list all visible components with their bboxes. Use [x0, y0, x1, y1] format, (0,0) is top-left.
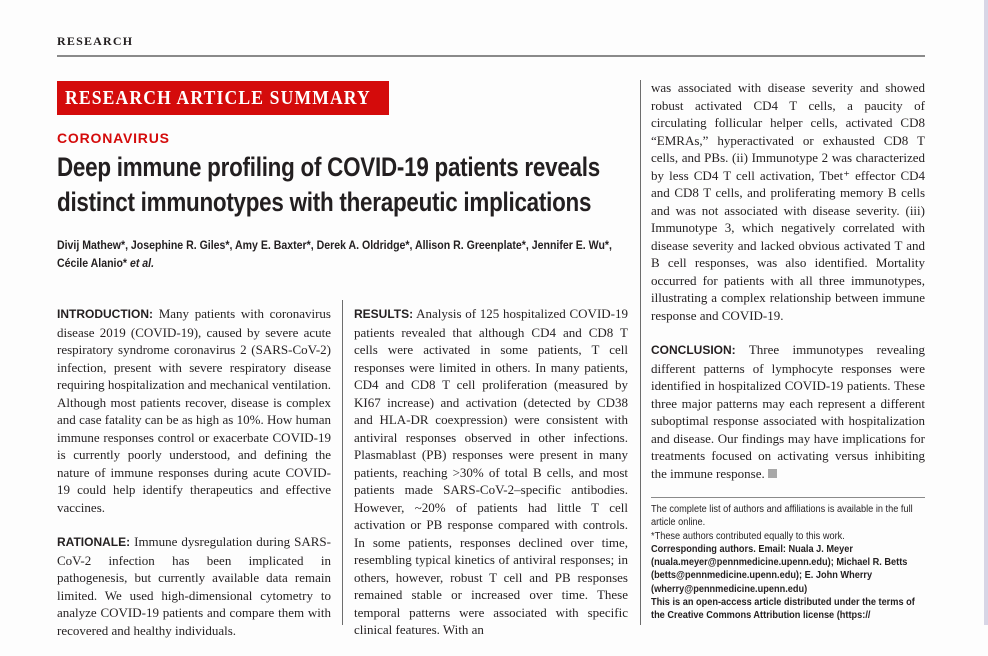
column-1	[57, 305, 331, 656]
introduction-text: Many patients with coronavirus disease 2019 (COVID-19), caused by severe acute respiratory syndrome coronavirus 2 (SARS-CoV-2) infection, present with severe respiratory disease requiring hospitalization and mechanical ventilation. Although most patients recover, disease is complex and case fatality can be as high as 10%. How human immune responses control or exacerbate COVID-19 is currently poorly understood, and defining the nature of immune responses during acute COVID-19 could help identify therapeutics and effective vaccines.	[57, 306, 331, 515]
results-paragraph	[354, 305, 628, 639]
conclusion-text: Three immunotypes revealing different patterns of lymphocyte responses were identified in hospitalized COVID-19 patients. These three major patterns may each represent a different suboptimal response associated with hospitalization and disease. Our findings may have implications for treatments focused on activating versus inhibiting the immune response.	[651, 342, 926, 481]
end-mark-icon	[768, 469, 777, 478]
license-note: This is an open-access article distributed under the terms of the Creative Commons Attribution license (https://	[651, 597, 915, 622]
column-divider	[640, 80, 641, 625]
column-2	[354, 305, 628, 656]
et-al: et al.	[129, 256, 155, 270]
top-rule	[57, 55, 925, 57]
results-continued-paragraph: was associated with disease severity and showed robust activated CD4 T cells, a paucity of circulating follicular helper cells, activated CD8 “EMRAs,” hyperactivated or exhausted CD8 T cells, and PBs. (ii) Immunotype 2 was characterized by less CD4 T cell activation, Tbet⁺ effector CD4 and CD8 T cells, and proliferating memory B cells and was not associated with disease severity. (iii) Immunotype 3, which negatively correlated with disease severity and lacked obvious activated T and B cell responses, was also identified. Mortality occurred for patients with all three immunotypes, illustrating a complex relationship between immune response and COVID-19.	[651, 80, 925, 323]
equal-contribution-note: *These authors contributed equally to this work.	[651, 530, 845, 542]
results-heading: RESULTS:	[354, 307, 414, 321]
article-type-banner	[57, 81, 389, 115]
introduction-heading: INTRODUCTION:	[57, 307, 153, 321]
author-list	[57, 236, 620, 272]
rationale-heading: RATIONALE:	[57, 535, 131, 549]
affiliations-note: The complete list of authors and affiliations is available in the full article online.	[651, 504, 913, 529]
conclusion-paragraph	[651, 341, 925, 482]
column-3	[651, 79, 925, 499]
introduction-paragraph	[57, 305, 331, 516]
rationale-text: Immune dysregulation during SARS-CoV-2 infection has been implicated in pathogenesis, but currently available data remain limited. We used high-dimensional cytometry to analyze COVID-19 patients and compare them with recovered and healthy individuals.	[57, 534, 331, 638]
conclusion-heading: CONCLUSION:	[651, 343, 736, 357]
authors: Divij Mathew*, Josephine R. Giles*, Amy E. Baxter*, Derek A. Oldridge*, Allison R. Greenplate*, Jennifer E. Wu*, Cécile Alanio*	[57, 238, 612, 270]
footnotes	[651, 503, 927, 623]
rationale-paragraph	[57, 533, 331, 639]
page-edge-scrollbar[interactable]	[984, 0, 988, 625]
column-divider	[342, 300, 343, 625]
article-title: Deep immune profiling of COVID-19 patients reveals distinct immunotypes with therapeutic implications	[57, 152, 600, 217]
corresponding-authors-note: Corresponding authors. Email: Nuala J. Meyer (nuala.meyer@pennmedicine.upenn.edu); Michael R. Betts (betts@pennmedicine.upenn.edu); E. John Wherry (wherry@pennmedicine.upenn.edu)	[651, 543, 908, 595]
article-type-label: RESEARCH ARTICLE SUMMARY	[65, 87, 371, 109]
results-text: Analysis of 125 hospitalized COVID-19 patients revealed that although CD4 and CD8 T cells were activated in some patients, T cell responses were limited in others. In many patients, CD4 and CD8 T cell proliferation (measured by KI67 increase) and activation (detected by CD38 and HLA-DR coexpression) were consistent with antiviral responses observed in other infections. Plasmablast (PB) responses were present in many patients, reaching >30% of total B cells, and most patients made SARS-CoV-2–specific antibodies. However, ~20% of patients had little T cell activation or PB response compared with controls. In some patients, responses declined over time, resembling typical kinetics of antiviral responses; in others, however, robust T cell and PB responses remained stable or increased over time. These temporal patterns were associated with specific clinical features. With an	[354, 306, 628, 637]
footnote-rule	[651, 497, 925, 498]
section-label: RESEARCH	[57, 34, 134, 48]
subject-kicker: CORONAVIRUS	[57, 130, 170, 146]
